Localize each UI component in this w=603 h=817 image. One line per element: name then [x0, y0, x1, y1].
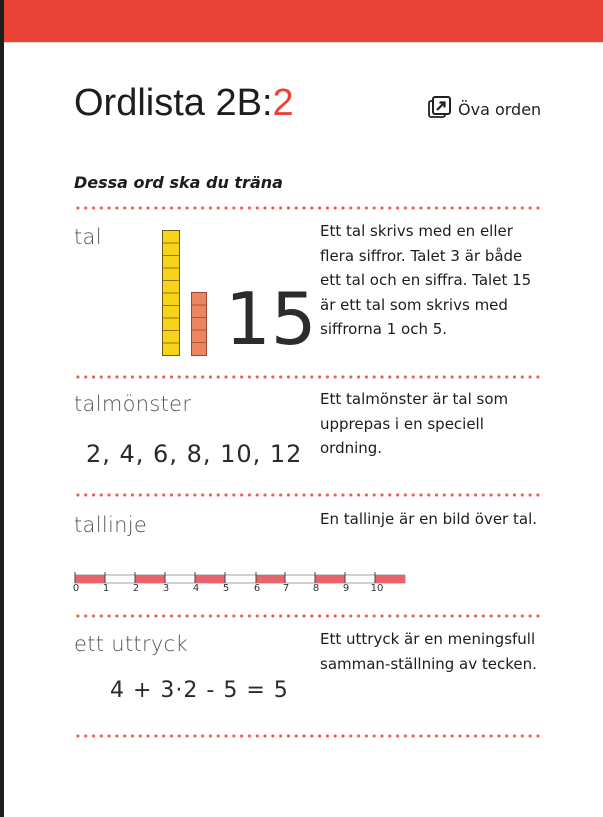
dotted-divider [74, 206, 541, 210]
definition-ett-uttryck: Ett uttryck är en meningsfull samman-ställning av tecken. [320, 630, 537, 673]
tick-label: 6 [253, 583, 261, 594]
tick-label: 3 [162, 583, 170, 594]
header-bar [4, 0, 603, 43]
tens-rod-illustration [162, 230, 180, 360]
dotted-divider [74, 734, 541, 738]
term-ett-uttryck: ett uttryck [74, 632, 188, 656]
dotted-divider [74, 375, 541, 379]
dotted-divider [74, 614, 541, 618]
title-accent: 2 [272, 82, 294, 124]
tick-label: 2 [132, 583, 140, 594]
term-talmonster: talmönster [74, 392, 192, 416]
expression-example: 4 + 3·2 - 5 = 5 [110, 678, 289, 703]
tick-label: 9 [342, 583, 350, 594]
term-tal: tal [74, 225, 102, 249]
tick-label: 5 [222, 583, 230, 594]
definition-tallinje: En tallinje är en bild över tal. [320, 510, 538, 528]
definition-tal: Ett tal skrivs med en eller flera siffror. Talet 3 är både ett tal och en siffra. Talet 15 är ett tal som skrivs med siffrorna 1 och 5. [320, 222, 532, 338]
window-edge [0, 0, 4, 817]
practice-words-label: Öva orden [458, 99, 542, 119]
number-example: 15 [225, 277, 317, 361]
tick-label: 8 [312, 583, 320, 594]
page-title [74, 82, 294, 125]
number-line-labels [74, 583, 414, 597]
tick-label: 0 [72, 583, 80, 594]
title-main: Ordlista 2B: [74, 82, 273, 124]
pattern-example: 2, 4, 6, 8, 10, 12 [86, 440, 303, 468]
open-external-icon [428, 96, 458, 122]
practice-words-button[interactable] [428, 96, 541, 122]
tick-label: 7 [282, 583, 290, 594]
tick-label: 1 [102, 583, 110, 594]
ones-cubes-illustration [191, 292, 207, 360]
tick-label: 4 [192, 583, 200, 594]
tick-label: 10 [370, 583, 384, 594]
dotted-divider [74, 493, 541, 497]
definition-talmonster: Ett talmönster är tal som upprepas i en speciell ordning. [320, 390, 509, 457]
section-subtitle: Dessa ord ska du träna [74, 173, 283, 192]
term-tallinje: tallinje [74, 513, 148, 537]
